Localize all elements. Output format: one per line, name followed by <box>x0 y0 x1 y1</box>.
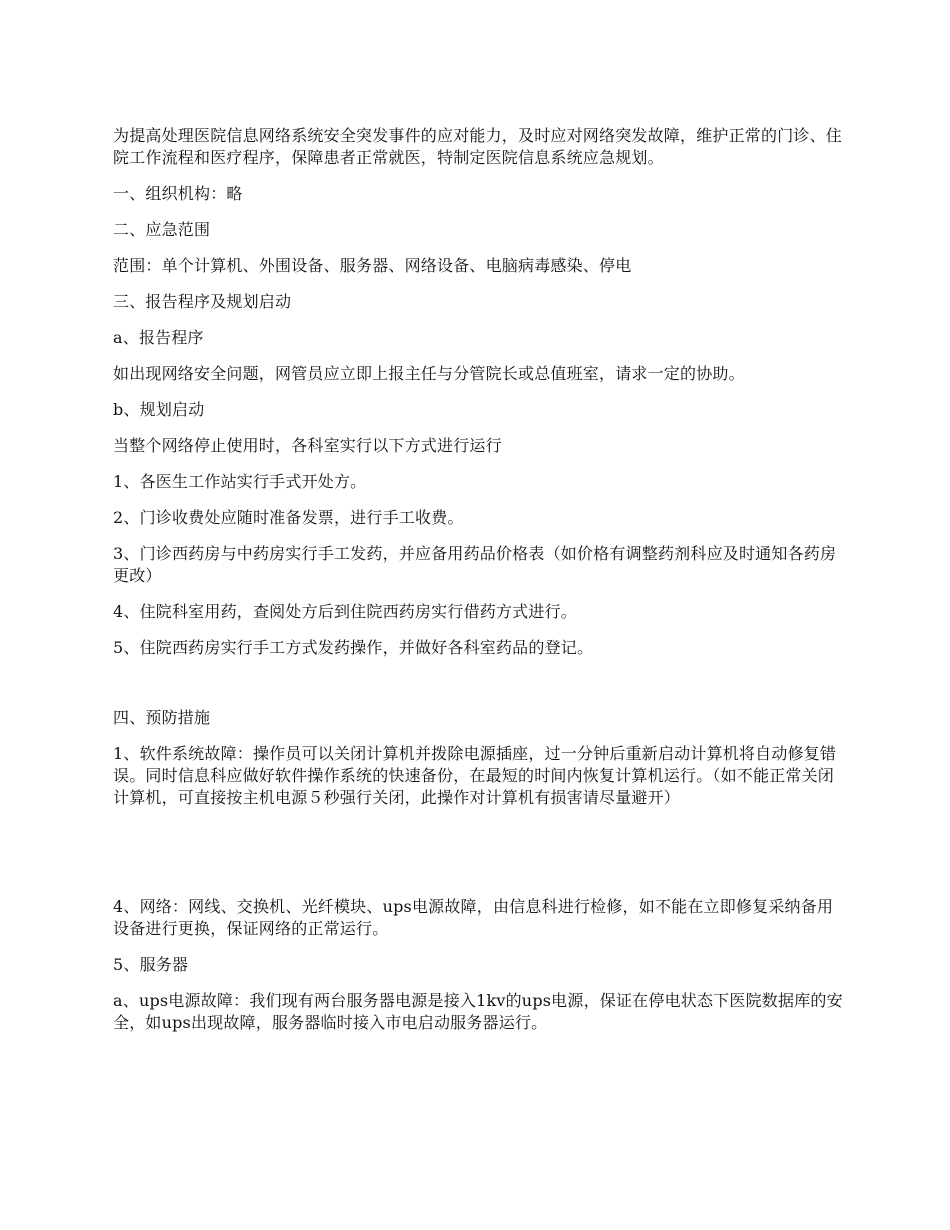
spacer <box>113 823 843 896</box>
report-procedure-paragraph: 如出现网络安全问题，网管员应立即上报主任与分管院长或总值班室，请求一定的协助。 <box>113 364 745 383</box>
scope-paragraph: 范围：单个计算机、外围设备、服务器、网络设备、电脑病毒感染、停电 <box>113 256 632 275</box>
plan-start-paragraph: 当整个网络停止使用时，各科室实行以下方式进行运行 <box>113 436 502 455</box>
subsection-report-procedure: a、报告程序 <box>113 328 204 347</box>
list-item-5: 5、住院西药房实行手工方式发药操作，并做好各科室药品的登记。 <box>113 638 594 657</box>
spacer <box>113 673 843 707</box>
subsection-plan-start: b、规划启动 <box>113 400 205 419</box>
section-emergency-scope: 二、应急范围 <box>113 220 211 239</box>
section-report-procedure: 三、报告程序及规划启动 <box>113 292 292 311</box>
list-item-2: 2、门诊收费处应随时准备发票，进行手工收费。 <box>113 508 464 527</box>
server-ups-paragraph: a、ups电源故障：我们现有两台服务器电源是接入1kv的ups电源，保证在停电状态下医院数据库的安全，如ups出现故障，服务器临时接入市电启动服务器运行。 <box>113 991 843 1032</box>
intro-paragraph: 为提高处理医院信息网络系统安全突发事件的应对能力，及时应对网络突发故障，维护正常的门诊、住院工作流程和医疗程序，保障患者正常就医，特制定医院信息系统应急规划。 <box>113 126 843 167</box>
prevention-item-1: 1、软件系统故障：操作员可以关闭计算机并拨除电源插座，过一分钟后重新启动计算机将自动修复错误。同时信息科应做好软件操作系统的快速备份，在最短的时间内恢复计算机运行。（如不能正常关闭计算机，可直接按主机电源５秒强行关闭，此操作对计算机有损害请尽量避开） <box>113 744 837 807</box>
document-body <box>113 125 843 1048</box>
list-item-4: 4、住院科室用药，查阅处方后到住院西药房实行借药方式进行。 <box>113 602 577 621</box>
list-item-1: 1、各医生工作站实行手式开处方。 <box>113 472 367 491</box>
list-item-3: 3、门诊西药房与中药房实行手工发药，并应备用药品价格表（如价格有调整药剂科应及时通知各药房更改） <box>113 544 837 585</box>
prevention-item-4: 4、网络：网线、交换机、光纤模块、ups电源故障，由信息科进行检修，如不能在立即修复采纳备用设备进行更换，保证网络的正常运行。 <box>113 897 834 938</box>
prevention-item-5: 5、服务器 <box>113 955 189 974</box>
section-prevention: 四、预防措施 <box>113 708 211 727</box>
section-organization: 一、组织机构：略 <box>113 184 243 203</box>
